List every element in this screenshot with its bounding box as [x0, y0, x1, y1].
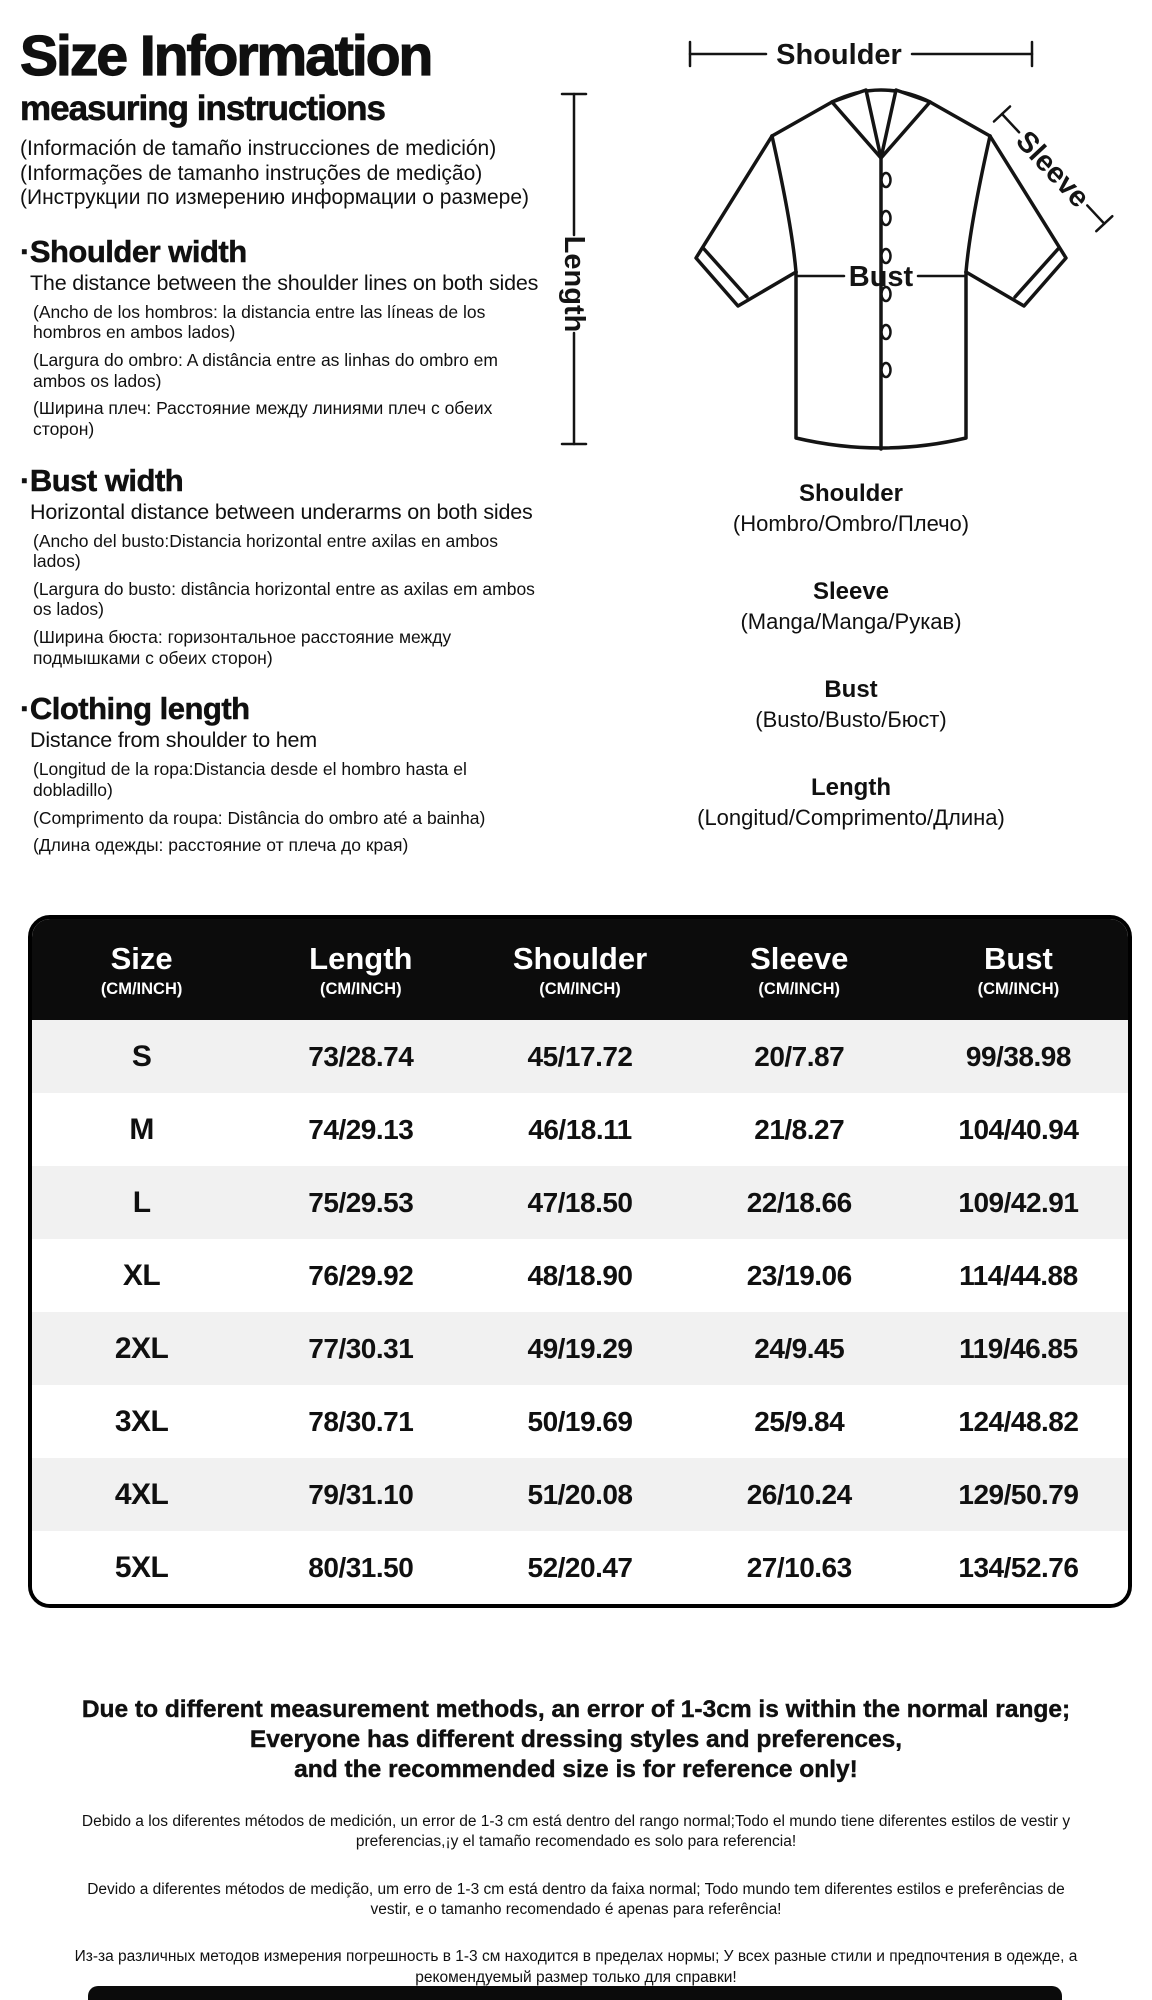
disclaimer-en-line-2: Everyone has different dressing styles and preferences,: [249, 1725, 903, 1753]
cell-bust: 109/42.91: [958, 1186, 1079, 1218]
size-chart-body: [32, 1020, 1128, 1604]
section-translation-es: (Longitud de la ropa:Distancia desde el hombro hasta el dobladillo): [33, 759, 467, 801]
section-translation-pt: (Comprimento da roupa: Distância do ombro até a bainha): [33, 807, 486, 828]
disclaimer-en-line-3: and the recommended size is for reference only!: [294, 1755, 858, 1783]
section-description: Horizontal distance between underarms on both sides: [30, 499, 533, 524]
column-header-size: [32, 941, 251, 999]
cell-length: 74/29.13: [308, 1113, 414, 1145]
cell-length: 77/30.31: [308, 1332, 414, 1364]
disclaimer-block: [0, 1695, 1152, 1988]
section-translation-pt: (Largura do busto: distância horizontal entre as axilas em ambos os lados): [33, 578, 535, 620]
cell-sleeve: 26/10.24: [746, 1478, 852, 1510]
cell-shoulder: 48/18.90: [527, 1259, 633, 1291]
cell-sleeve: 24/9.45: [754, 1332, 845, 1364]
cell-shoulder: 50/19.69: [527, 1405, 633, 1437]
legend-term-shoulder: Shoulder: [798, 480, 903, 507]
table-row-3xl: [32, 1385, 1128, 1458]
disclaimer-pt: Devido a diferentes métodos de medição, um erro de 1-3 cm está dentro da faixa normal; Todo mundo tem diferentes estilos e preferências de vestir, e o tamanho recomendado é apenas para referência!: [87, 1880, 1065, 1918]
section-translation-pt: (Largura do ombro: A distância entre as linhas do ombro em ambos os lados): [33, 349, 498, 391]
column-header-bust: [909, 941, 1128, 999]
cell-size: 5XL: [114, 1550, 169, 1584]
legend-term-bust: Bust: [824, 676, 878, 703]
cell-shoulder: 51/20.08: [527, 1478, 633, 1510]
cell-shoulder: 45/17.72: [527, 1040, 633, 1072]
diagram-length-label: Length: [558, 235, 590, 333]
measuring-instructions-panel: [20, 24, 554, 863]
diagram-sleeve-label: Sleeve: [1009, 125, 1096, 215]
section-translation-ru: (Ширина бюста: горизонтальное расстояние между подмышками с обеих сторон): [33, 627, 452, 668]
legend-translation-bust: (Busto/Busto/Бюст): [755, 707, 947, 732]
subtitle-translation-ru: (Инструкции по измерению информации о размере): [20, 186, 530, 210]
column-label: Sleeve: [750, 940, 849, 976]
legend-term-sleeve: Sleeve: [812, 578, 890, 605]
cell-size: L: [132, 1185, 151, 1219]
cell-size: 3XL: [114, 1404, 169, 1438]
cell-bust: 114/44.88: [959, 1259, 1078, 1291]
cell-length: 76/29.92: [308, 1259, 414, 1291]
table-row-5xl: [32, 1531, 1128, 1604]
cell-bust: 124/48.82: [958, 1405, 1079, 1437]
cell-length: 75/29.53: [308, 1186, 414, 1218]
legend-translation-length: (Longitud/Comprimento/Длина): [697, 805, 1005, 830]
section-description: Distance from shoulder to hem: [30, 728, 317, 753]
column-label: Length: [309, 940, 413, 976]
legend-translation-sleeve: (Manga/Manga/Рукав): [740, 609, 962, 634]
cell-sleeve: 23/19.06: [746, 1259, 852, 1291]
shirt-diagram: [550, 30, 1152, 470]
section-bust-width: [20, 463, 554, 669]
section-clothing-length: [20, 691, 554, 856]
cell-length: 73/28.74: [308, 1040, 414, 1072]
section-translation-ru: (Ширина плеч: Расстояние между линиями плеч с обеих сторон): [33, 398, 493, 439]
legend-translation-shoulder: (Hombro/Ombro/Плечо): [732, 511, 970, 536]
column-label: Bust: [983, 940, 1053, 976]
bottom-panel-edge: [88, 1986, 1062, 2000]
cell-size: 4XL: [114, 1477, 169, 1511]
diagram-legend: [550, 480, 1152, 831]
cell-size: S: [131, 1039, 152, 1073]
column-label: Size: [110, 940, 173, 976]
section-heading: ·Shoulder width: [20, 233, 247, 269]
cell-shoulder: 46/18.11: [528, 1113, 632, 1145]
cell-size: 2XL: [114, 1331, 169, 1365]
table-row-m: [32, 1093, 1128, 1166]
cell-size: XL: [122, 1258, 161, 1292]
cell-length: 80/31.50: [308, 1551, 414, 1583]
diagram-shoulder-label: Shoulder: [776, 39, 902, 71]
legend-term-length: Length: [811, 774, 891, 801]
disclaimer-en-line-1: Due to different measurement methods, an error of 1-3cm is within the normal range;: [81, 1696, 1071, 1723]
shirt-measurement-diagram-panel: [550, 30, 1152, 872]
column-unit: (CM/INCH): [977, 979, 1060, 998]
table-row-l: [32, 1166, 1128, 1239]
cell-sleeve: 27/10.63: [746, 1551, 852, 1583]
cell-length: 79/31.10: [308, 1478, 414, 1510]
section-translation-es: (Ancho del busto:Distancia horizontal entre axilas en ambos lados): [33, 530, 498, 572]
size-chart-header-row: [32, 919, 1128, 1020]
disclaimer-ru: Из-за различных методов измерения погрешность в 1-3 см находится в пределах нормы; У всех разные стили и предпочтения в одежде, а рекомендуемый размер только для справки!: [74, 1948, 1078, 1986]
section-translation-es: (Ancho de los hombros: la distancia entre las líneas de los hombros en ambos lados): [33, 301, 486, 343]
diagram-bust-label: Bust: [848, 261, 914, 293]
cell-sleeve: 22/18.66: [746, 1186, 852, 1218]
cell-sleeve: 21/8.27: [754, 1113, 845, 1145]
subtitle-translation-es: (Información de tamaño instrucciones de medición): [20, 137, 497, 160]
column-header-shoulder: [470, 941, 689, 999]
table-row-s: [32, 1020, 1128, 1093]
cell-sleeve: 20/7.87: [754, 1040, 845, 1072]
table-row-4xl: [32, 1458, 1128, 1531]
cell-bust: 119/46.85: [959, 1332, 1078, 1364]
section-description: The distance between the shoulder lines on both sides: [30, 270, 539, 295]
column-header-length: [251, 941, 470, 999]
section-heading: ·Clothing length: [20, 691, 250, 727]
cell-bust: 129/50.79: [958, 1478, 1079, 1510]
table-row-xl: [32, 1239, 1128, 1312]
subtitle-translation-pt: (Informações de tamanho instruções de medição): [20, 161, 483, 185]
section-translation-ru: (Длина одежды: расстояние от плеча до края): [33, 835, 409, 856]
cell-bust: 134/52.76: [958, 1551, 1079, 1583]
table-row-2xl: [32, 1312, 1128, 1385]
column-unit: (CM/INCH): [100, 979, 183, 998]
page-subtitle: measuring instructions: [20, 89, 386, 128]
disclaimer-es: Debido a los diferentes métodos de medición, un error de 1-3 cm está dentro del rango normal;Todo el mundo tiene diferentes estilos de vestir y preferencias,¡y el tamaño recomendado es solo para referencia!: [81, 1812, 1071, 1851]
cell-length: 78/30.71: [308, 1405, 414, 1437]
cell-shoulder: 47/18.50: [527, 1186, 633, 1218]
cell-size: M: [129, 1112, 154, 1146]
column-label: Shoulder: [512, 940, 648, 976]
column-unit: (CM/INCH): [539, 979, 621, 998]
section-shoulder-width: [20, 234, 554, 440]
column-unit: (CM/INCH): [758, 979, 840, 998]
size-chart-table: [28, 915, 1132, 1608]
cell-shoulder: 49/19.29: [527, 1332, 633, 1364]
diagram-labels: [558, 39, 1095, 332]
cell-bust: 104/40.94: [958, 1113, 1079, 1145]
cell-bust: 99/38.98: [965, 1040, 1071, 1072]
cell-shoulder: 52/20.47: [527, 1551, 633, 1583]
section-heading: ·Bust width: [20, 462, 184, 498]
column-header-sleeve: [690, 941, 909, 999]
cell-sleeve: 25/9.84: [754, 1405, 845, 1437]
column-unit: (CM/INCH): [320, 979, 402, 998]
page-title: Size Information: [20, 24, 432, 88]
